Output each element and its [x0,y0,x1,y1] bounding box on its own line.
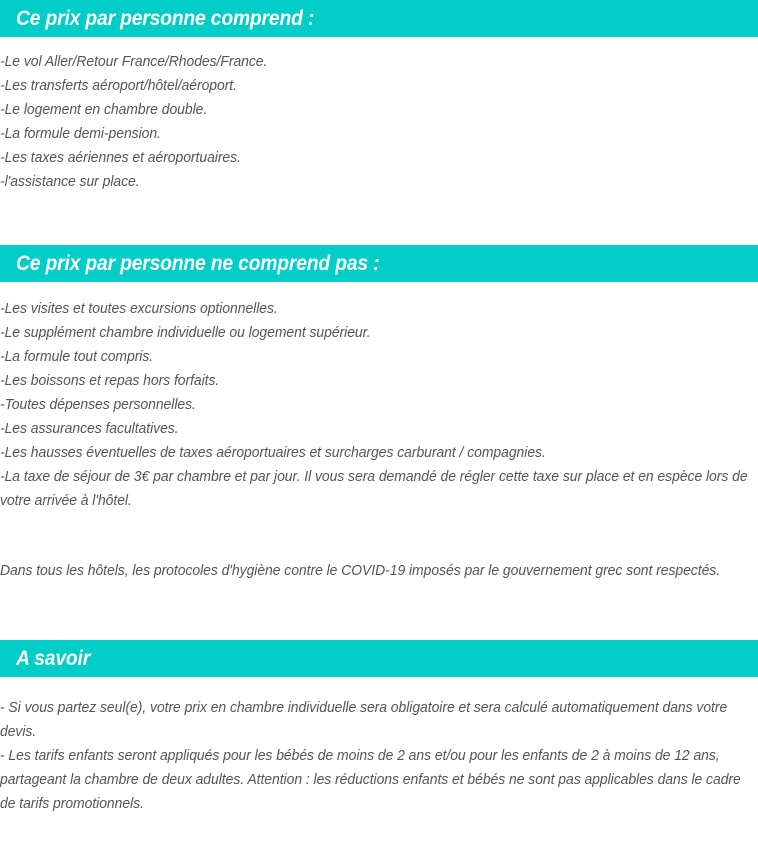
section-spacer [0,194,758,245]
section-header-included [0,0,758,37]
section-spacer [0,583,758,640]
list-item: -La taxe de séjour de 3€ par chambre et par jour. Il vous sera demandé de régler cette taxe sur place et en espèce lors de votre arrivée à l'hôtel. [0,468,748,509]
list-item: -La formule demi-pension. [0,125,161,142]
section-body-not-included [0,282,758,583]
list-item: - Si vous partez seul(e), votre prix en chambre individuelle sera obligatoire et sera calculé automatiquement dans votre devis. [0,699,728,740]
section-header-good-to-know [0,640,758,677]
section-title-included: Ce prix par personne comprend : [16,7,315,30]
list-item: -Toutes dépenses personnelles. [0,396,196,413]
list-item: -Le supplément chambre individuelle ou logement supérieur. [0,324,371,341]
list-item: -Les hausses éventuelles de taxes aéroportuaires et surcharges carburant / compagnies. [0,444,546,461]
list-item: -Les taxes aériennes et aéroportuaires. [0,149,241,166]
list-item: -Le vol Aller/Retour France/Rhodes/France. [0,53,268,70]
section-body-included [0,37,758,194]
covid-note: Dans tous les hôtels, les protocoles d'hygiène contre le COVID-19 imposés par le gouvernement grec sont respectés. [0,562,721,579]
list-item: -Les visites et toutes excursions optionnelles. [0,300,278,317]
list-item: -Les assurances facultatives. [0,420,179,437]
section-header-not-included [0,245,758,282]
section-title-not-included: Ce prix par personne ne comprend pas : [16,252,380,275]
list-item: -Les transferts aéroport/hôtel/aéroport. [0,77,237,94]
section-title-good-to-know: A savoir [16,647,91,670]
list-item: -Le logement en chambre double. [0,101,208,118]
note-spacer [0,513,754,559]
section-body-good-to-know [0,677,758,816]
list-item: - Les tarifs enfants seront appliqués pour les bébés de moins de 2 ans et/ou pour les enfants de 2 à moins de 12 ans, partageant la chambre de deux adultes. Attention : les réductions enfants et bébés ne sont pas applicables dans le cadre de tarifs promotionnels. [0,747,741,812]
list-item: -l'assistance sur place. [0,173,140,190]
list-item: -La formule tout compris. [0,348,154,365]
list-item: -Les boissons et repas hors forfaits. [0,372,220,389]
